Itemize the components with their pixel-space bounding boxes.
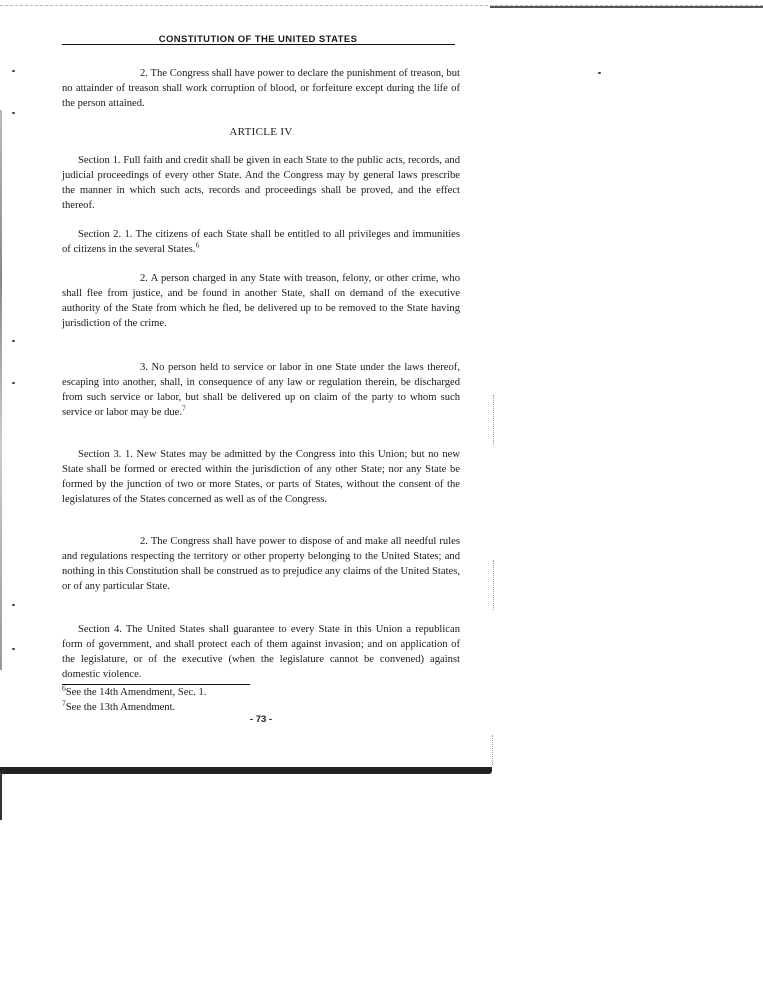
paragraph-section-3-clause-2: 2. The Congress shall have power to dispose of and make all needful rules and regulations respecting the territory or other property belonging to the United States; and nothing in this Constitution shall be construed as to prejudice any claims of the United States, or of any particular State. — [62, 536, 460, 592]
scan-speck — [12, 648, 15, 650]
scan-dotted-line — [492, 735, 493, 765]
paragraph-section-2-clause-1 — [62, 227, 460, 257]
footnote-rule — [62, 684, 250, 685]
scan-speck — [12, 382, 15, 384]
paragraph-section-2-clause-3 — [62, 360, 460, 420]
scan-speck — [12, 70, 15, 72]
footnote-marker: 7 — [62, 698, 66, 708]
paragraph-treason-punishment: 2. The Congress shall have power to declare the punishment of treason, but no attainder of treason shall work corruption of blood, or forfeiture except during the life of the person attained. — [62, 68, 460, 109]
paragraph-section-3-clause-1: Section 3. 1. New States may be admitted by the Congress into this Union; but no new State shall be formed or erected within the jurisdiction of any other State; nor any State be formed by the junction of two or more States, or parts of States, without the consent of the legislatures of the States concerned as well as of the Congress. — [62, 449, 460, 505]
scan-speck — [12, 604, 15, 606]
scan-edge-top-right — [490, 6, 763, 8]
footnote-text: See the 14th Amendment, Sec. 1. — [65, 687, 207, 698]
scan-curl-bottom — [0, 770, 8, 820]
scan-dotted-line — [493, 395, 494, 445]
paragraph-section-1: Section 1. Full faith and credit shall be given in each State to the public acts, records, and judicial proceedings of every other State. And the Congress may by general laws prescribe the manner in which such acts, records and proceedings shall be proved, and the effect thereof. — [62, 155, 460, 211]
page-number: - 73 - — [249, 714, 273, 725]
article-heading: ARTICLE IV — [229, 126, 293, 138]
scan-edge-left — [0, 110, 2, 670]
paragraph-section-2-clause-2: 2. A person charged in any State with treason, felony, or other crime, who shall flee from justice, and be found in another State, shall on demand of the executive authority of the State from which he fled, be delivered up to be removed to the State having jurisdiction of the crime. — [62, 273, 460, 329]
scan-dotted-line — [493, 560, 494, 610]
footnote-marker: 6 — [62, 683, 66, 693]
scan-speck — [12, 112, 15, 114]
footnote — [62, 683, 207, 700]
paragraph-text: Section 2. 1. The citizens of each State shall be entitled to all privileges and immunities of citizens in the several States. — [62, 229, 460, 255]
scan-speck — [598, 72, 601, 74]
scan-shadow-bottom — [0, 767, 492, 774]
paragraph-section-4: Section 4. The United States shall guarantee to every State in this Union a republican form of government, and shall protect each of them against invasion; and on application of the legislature, or of the executive (when the legislature cannot be convened) against domestic violence. — [62, 624, 460, 680]
footnote-ref: 7 — [182, 403, 186, 413]
header-rule — [62, 44, 455, 45]
footnote-ref: 6 — [195, 240, 200, 250]
paragraph-text: 3. No person held to service or labor in one State under the laws thereof, escaping into another, shall, in consequence of any law or regulation therein, be discharged from such service or labor, but shall be delivered up on claim of the party to whom such service or labor may be due. — [62, 362, 460, 418]
footnote — [62, 698, 176, 715]
footnote-text: See the 13th Amendment. — [65, 702, 176, 713]
scan-speck — [12, 340, 15, 342]
running-header: CONSTITUTION OF THE UNITED STATES — [158, 34, 358, 45]
